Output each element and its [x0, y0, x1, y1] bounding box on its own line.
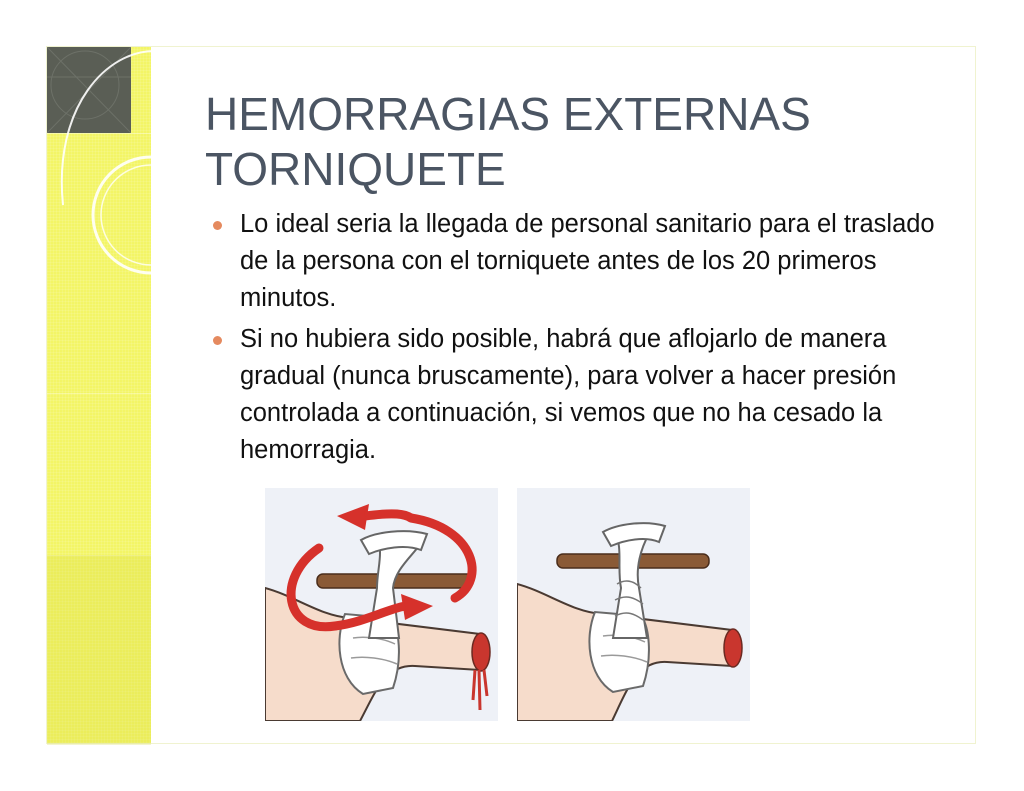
- bullet-dot-icon: [213, 221, 222, 230]
- slide: [46, 46, 976, 744]
- bullet-item: [213, 321, 953, 469]
- band-lower-shade: [47, 555, 151, 745]
- band-divider: [47, 393, 151, 394]
- bullet-text: Si no hubiera sido posible, habrá que aflojarlo de manera gradual (nunca bruscamente), para volver a hacer presión controlada a continuación, si vemos que no ha cesado la hemorragia.: [240, 325, 897, 464]
- tourniquet-twist-arrows-icon: [265, 488, 498, 721]
- tourniquet-secured-icon: [517, 488, 750, 721]
- bullet-item: [213, 206, 953, 317]
- title-line: HEMORRAGIAS EXTERNAS: [205, 88, 811, 140]
- title-line: TORNIQUETE: [205, 143, 506, 195]
- tourniquet-twist-illustration: [265, 488, 498, 721]
- slide-title: [205, 87, 811, 197]
- bullet-text: Lo ideal seria la llegada de personal sanitario para el traslado de la persona con el torniquete antes de los 20 primeros minutos.: [240, 210, 935, 312]
- bullet-dot-icon: [213, 336, 222, 345]
- tourniquet-secured-illustration: [517, 488, 750, 721]
- bullet-list: [213, 206, 953, 473]
